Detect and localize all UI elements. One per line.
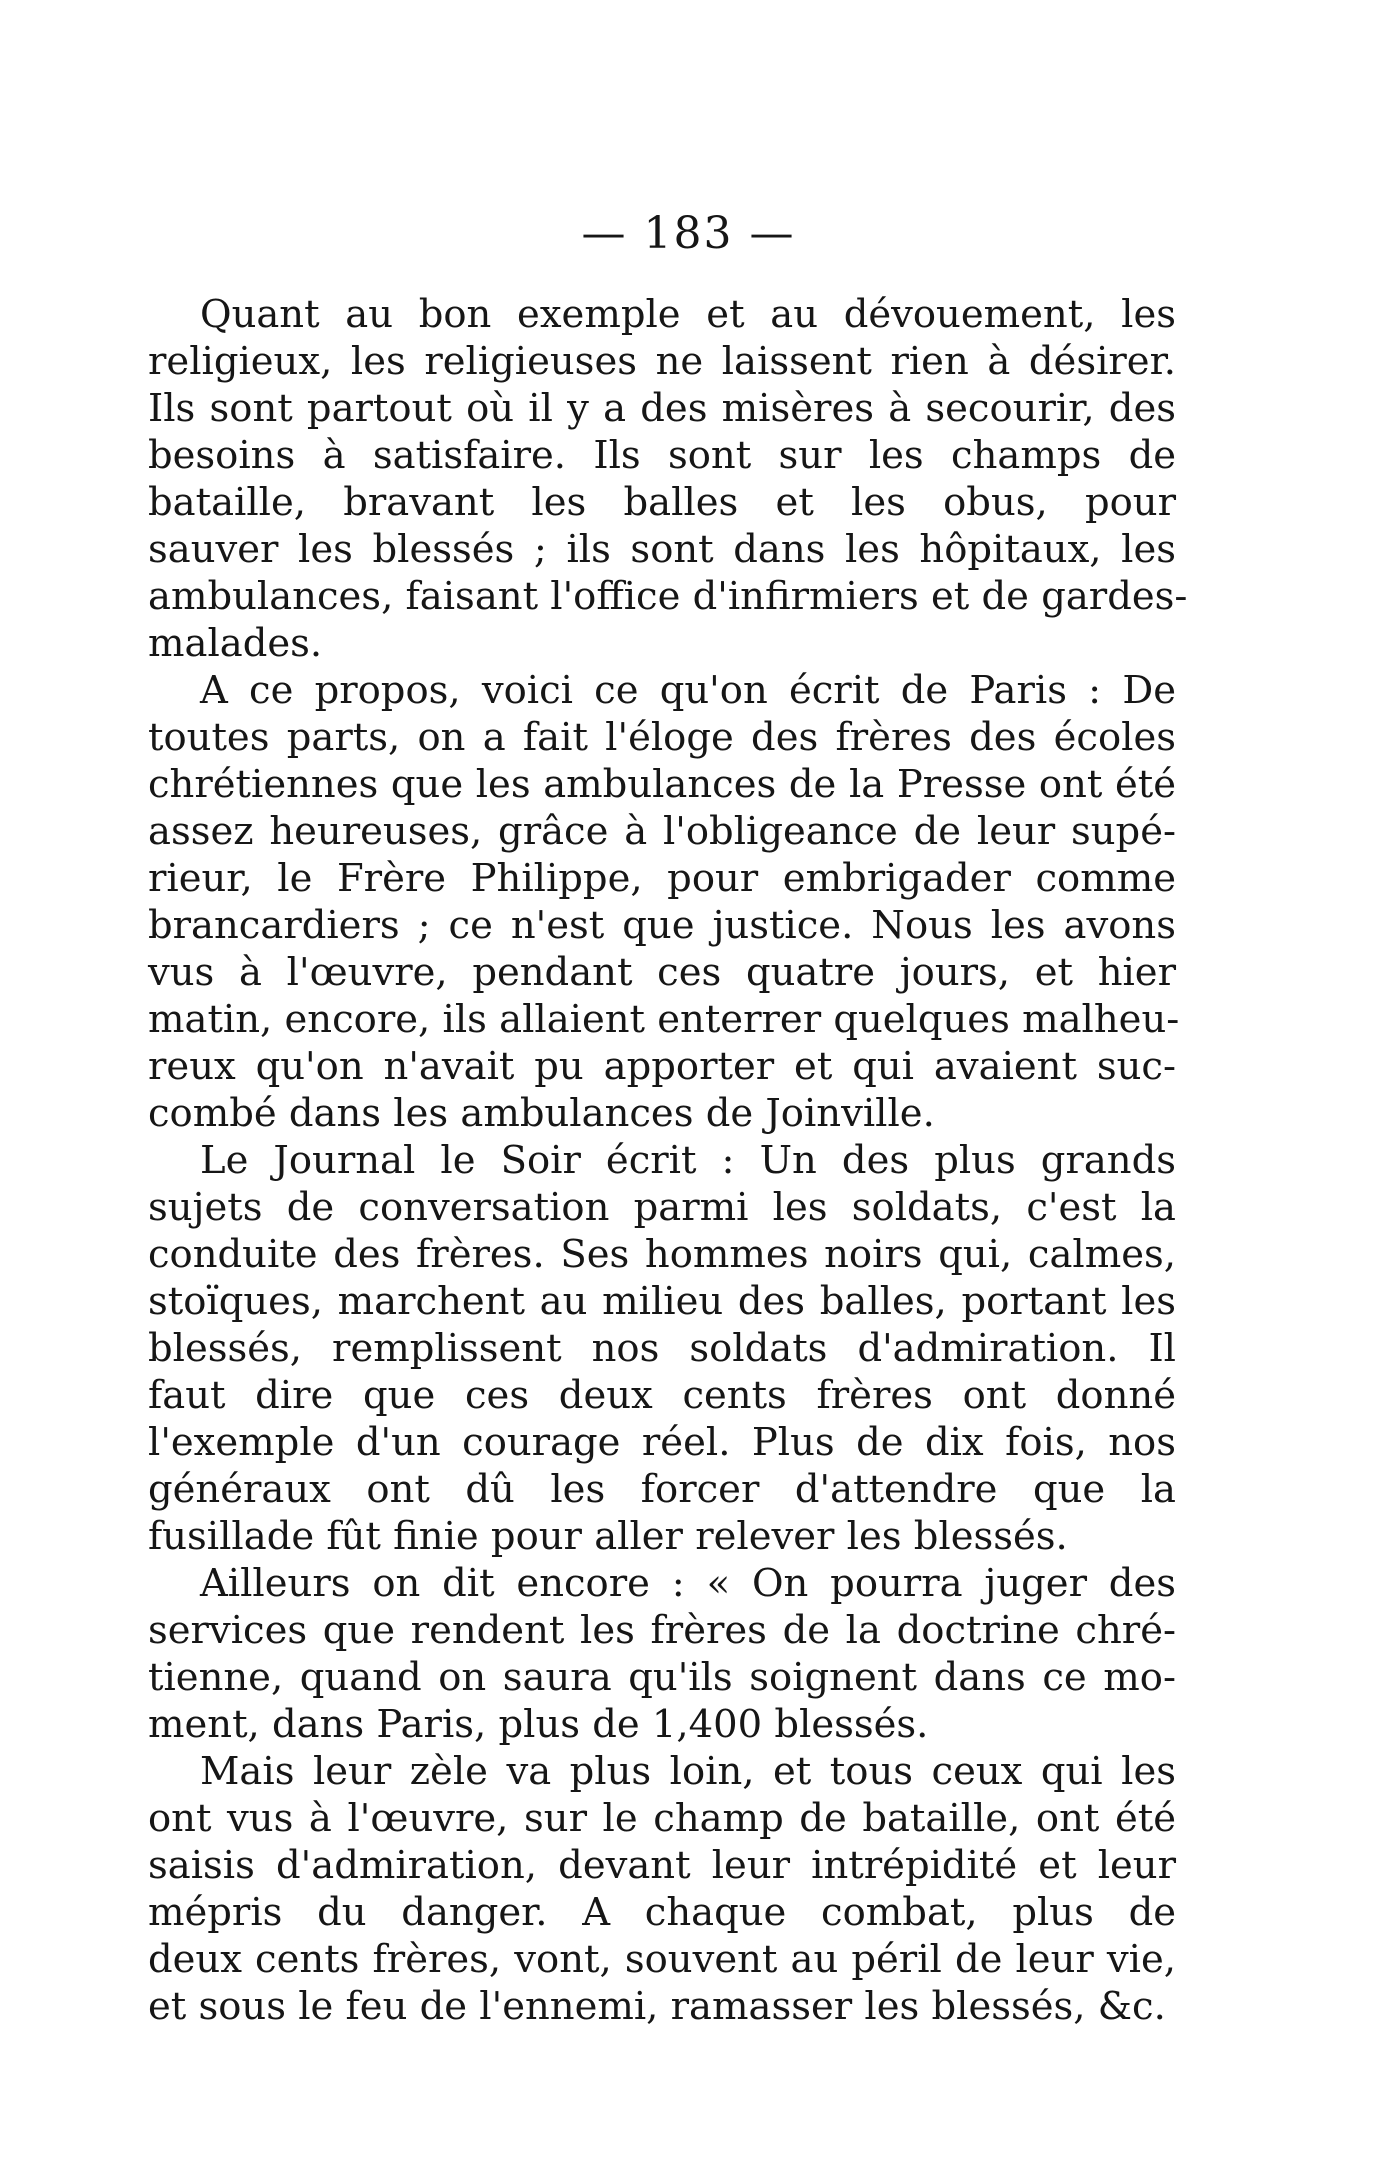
text-line: et sous le feu de l'ennemi, ramasser les blessés, &c. <box>148 1984 1166 2029</box>
text-line: services que rendent les frères de la doctrine chré- <box>148 1608 1176 1653</box>
text-line: ont vus à l'œuvre, sur le champ de bataille, ont été <box>148 1796 1176 1841</box>
text-line: chrétiennes que les ambulances de la Presse ont été <box>148 762 1176 807</box>
text-line: Ils sont partout où il y a des misères à secourir, des <box>148 386 1176 431</box>
text-line: reux qu'on n'avait pu apporter et qui avaient suc- <box>148 1044 1176 1089</box>
text-line: besoins à satisfaire. Ils sont sur les champs de <box>148 433 1176 478</box>
text-line: mépris du danger. A chaque combat, plus de <box>148 1890 1176 1935</box>
text-line: religieux, les religieuses ne laissent rien à désirer. <box>148 339 1176 384</box>
text-line: vus à l'œuvre, pendant ces quatre jours, et hier <box>148 950 1176 995</box>
text-line: toutes parts, on a fait l'éloge des frères des écoles <box>148 715 1176 760</box>
text-line: deux cents frères, vont, souvent au péril de leur vie, <box>148 1937 1176 1982</box>
text-line: sujets de conversation parmi les soldats, c'est la <box>148 1185 1176 1230</box>
text-line: Le Journal le Soir écrit : Un des plus grands <box>200 1138 1176 1183</box>
text-line: blessés, remplissent nos soldats d'admiration. Il <box>148 1326 1176 1371</box>
text-line: faut dire que ces deux cents frères ont donné <box>148 1373 1176 1418</box>
text-line: ment, dans Paris, plus de 1,400 blessés. <box>148 1702 929 1747</box>
text-line: bataille, bravant les balles et les obus, pour <box>148 480 1176 525</box>
text-line: combé dans les ambulances de Joinville. <box>148 1091 935 1136</box>
text-line: Ailleurs on dit encore : « On pourra juger des <box>200 1561 1176 1606</box>
text-line: conduite des frères. Ses hommes noirs qui, calmes, <box>148 1232 1176 1277</box>
text-line: assez heureuses, grâce à l'obligeance de leur supé- <box>148 809 1176 854</box>
text-line: ambulances, faisant l'office d'infirmiers et de gardes- <box>148 574 1188 619</box>
text-line: l'exemple d'un courage réel. Plus de dix fois, nos <box>148 1420 1176 1465</box>
text-line: stoïques, marchent au milieu des balles, portant les <box>148 1279 1176 1324</box>
page-number: — 183 — <box>581 208 796 259</box>
text-line: sauver les blessés ; ils sont dans les hôpitaux, les <box>148 527 1176 572</box>
text-line: Mais leur zèle va plus loin, et tous ceux qui les <box>200 1749 1176 1794</box>
text-line: brancardiers ; ce n'est que justice. Nous les avons <box>148 903 1176 948</box>
text-line: A ce propos, voici ce qu'on écrit de Paris : De <box>200 668 1176 713</box>
text-line: matin, encore, ils allaient enterrer quelques malheu- <box>148 997 1180 1042</box>
text-line: saisis d'admiration, devant leur intrépidité et leur <box>148 1843 1176 1888</box>
text-line: Quant au bon exemple et au dévouement, les <box>200 292 1176 337</box>
text-line: tienne, quand on saura qu'ils soignent dans ce mo- <box>148 1655 1176 1700</box>
text-line: fusillade fût finie pour aller relever les blessés. <box>148 1514 1068 1559</box>
text-line: généraux ont dû les forcer d'attendre que la <box>148 1467 1176 1512</box>
text-line: rieur, le Frère Philippe, pour embrigader comme <box>148 856 1176 901</box>
text-line: malades. <box>148 621 323 666</box>
